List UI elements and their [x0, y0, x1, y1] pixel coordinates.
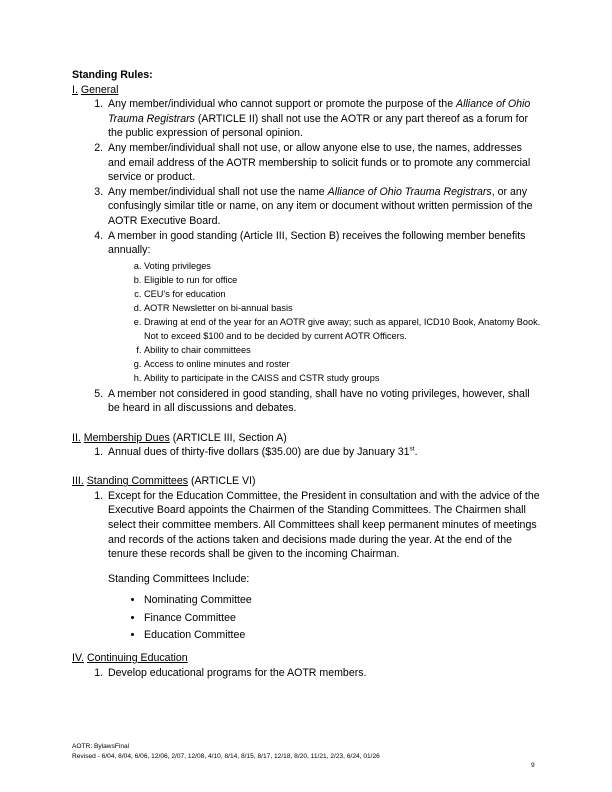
- dues-item: [106, 445, 542, 460]
- dues-end: .: [414, 446, 418, 459]
- benefit-item: d. AOTR Newsletter on bi-annual basis: [144, 301, 542, 315]
- benefit-item: a. Voting privileges: [144, 259, 542, 273]
- section-dues-ref: (ARTICLE III, Section A): [169, 431, 287, 444]
- dues-ordinal: st: [409, 445, 415, 453]
- benefit-item: g. Access to online minutes and roster: [144, 357, 542, 371]
- committee-item: • Education Committee: [144, 627, 542, 645]
- general-rule-4: [106, 229, 542, 385]
- section-education-number: IV.: [72, 651, 84, 664]
- committee-item: • Nominating Committee: [144, 592, 542, 610]
- section-committees-title: Standing Committees: [86, 475, 189, 488]
- benefit-item: f. Ability to chair committees: [144, 343, 542, 357]
- rule-1-text-b: (ARTICLE II) shall not use the AOTR or any part thereof as a forum for the public expression of personal opinion.: [108, 112, 528, 140]
- section-dues-title: Membership Dues: [83, 431, 170, 444]
- benefit-item: h. Ability to participate in the CAISS and CSTR study groups: [144, 371, 542, 385]
- footer-doc-name: AOTR: BylawsFinal: [72, 743, 130, 750]
- standing-rules-heading: Standing Rules:: [72, 69, 153, 81]
- education-list: [72, 666, 542, 681]
- rule-4-text: A member in good standing (Article III, Section B) receives the following member benefits annually:: [108, 229, 526, 257]
- rule-1-org-name: Alliance of Ohio Trauma Registrars: [108, 98, 531, 125]
- committees-item: [106, 489, 542, 645]
- section-general-number: I.: [72, 83, 78, 96]
- benefit-item: c. CEU’s for education: [144, 287, 542, 301]
- rule-3-text-b: , or any confusingly similar title or name, on any item or document without written permission of the AOTR Executive Board.: [108, 185, 533, 227]
- section-committees-heading: [72, 474, 542, 489]
- benefit-item: e. Drawing at end of the year for an AOTR give away; such as apparel, ICD10 Book, Anatomy Book. Not to exceed $100 and to be decided by current AOTR Officers.: [144, 315, 542, 343]
- committee-item: • Finance Committee: [144, 610, 542, 628]
- committees-text: Except for the Education Committee, the President in consultation and with the advice of the Executive Board appoints the Chairmen of the Standing Committees. The Chairmen shall select their committee members. All Committees shall keep permanent minutes of meetings and records of the actions taken and decisions made during the year. At the end of the tenure these records shall be given to the incoming Chairman.: [108, 489, 540, 561]
- general-rule-3: [106, 185, 542, 229]
- general-rule-2: [106, 141, 542, 185]
- dues-list: [72, 445, 542, 460]
- rule-1-text-a: Any member/individual who cannot support or promote the purpose of the: [108, 98, 457, 111]
- general-rule-1: [106, 97, 542, 141]
- document-body: [72, 68, 542, 680]
- member-benefits-list: [108, 259, 542, 385]
- general-rules-list: [72, 97, 542, 416]
- committees-list: [72, 489, 542, 645]
- page-number: 9: [531, 762, 535, 769]
- general-rule-5: [106, 387, 542, 416]
- rule-5-text: A member not considered in good standing, shall have no voting privileges, however, shall be heard in all discussions and debates.: [108, 387, 530, 415]
- rule-3-text-a: Any member/individual shall not use the name: [108, 185, 328, 198]
- section-committees-number: III.: [72, 475, 84, 488]
- section-education-title: Continuing Education: [86, 651, 188, 664]
- rule-3-org-name: Alliance of Ohio Trauma Registrars: [327, 185, 492, 198]
- section-education-heading: [72, 651, 542, 666]
- section-dues-heading: [72, 431, 542, 446]
- rule-2-text: Any member/individual shall not use, or allow anyone else to use, the names, addresses and email address of the AOTR membership to solicit funds or to promote any commercial service or product.: [108, 141, 531, 184]
- committees-include-label: Standing Committees Include:: [108, 572, 250, 585]
- committee-names-list: [108, 592, 542, 645]
- dues-text: Annual dues of thirty-five dollars ($35.00) are due by January 31: [108, 446, 410, 459]
- section-committees-ref: (ARTICLE VI): [188, 475, 256, 488]
- education-item: 1. Develop educational programs for the AOTR members.: [106, 666, 542, 681]
- page-footer: [72, 742, 432, 762]
- section-general-heading: [72, 83, 542, 98]
- section-general-title: General: [80, 83, 119, 96]
- benefit-item: b. Eligible to run for office: [144, 273, 542, 287]
- section-dues-number: II.: [72, 431, 81, 444]
- footer-revision-history: Revised - 6/04, 8/04, 6/06, 12/06, 2/07, 12/08, 4/10, 8/14, 8/15, 8/17, 12/18, 8/20, 11/21, 2/23, 6/24, 01/26: [72, 753, 380, 760]
